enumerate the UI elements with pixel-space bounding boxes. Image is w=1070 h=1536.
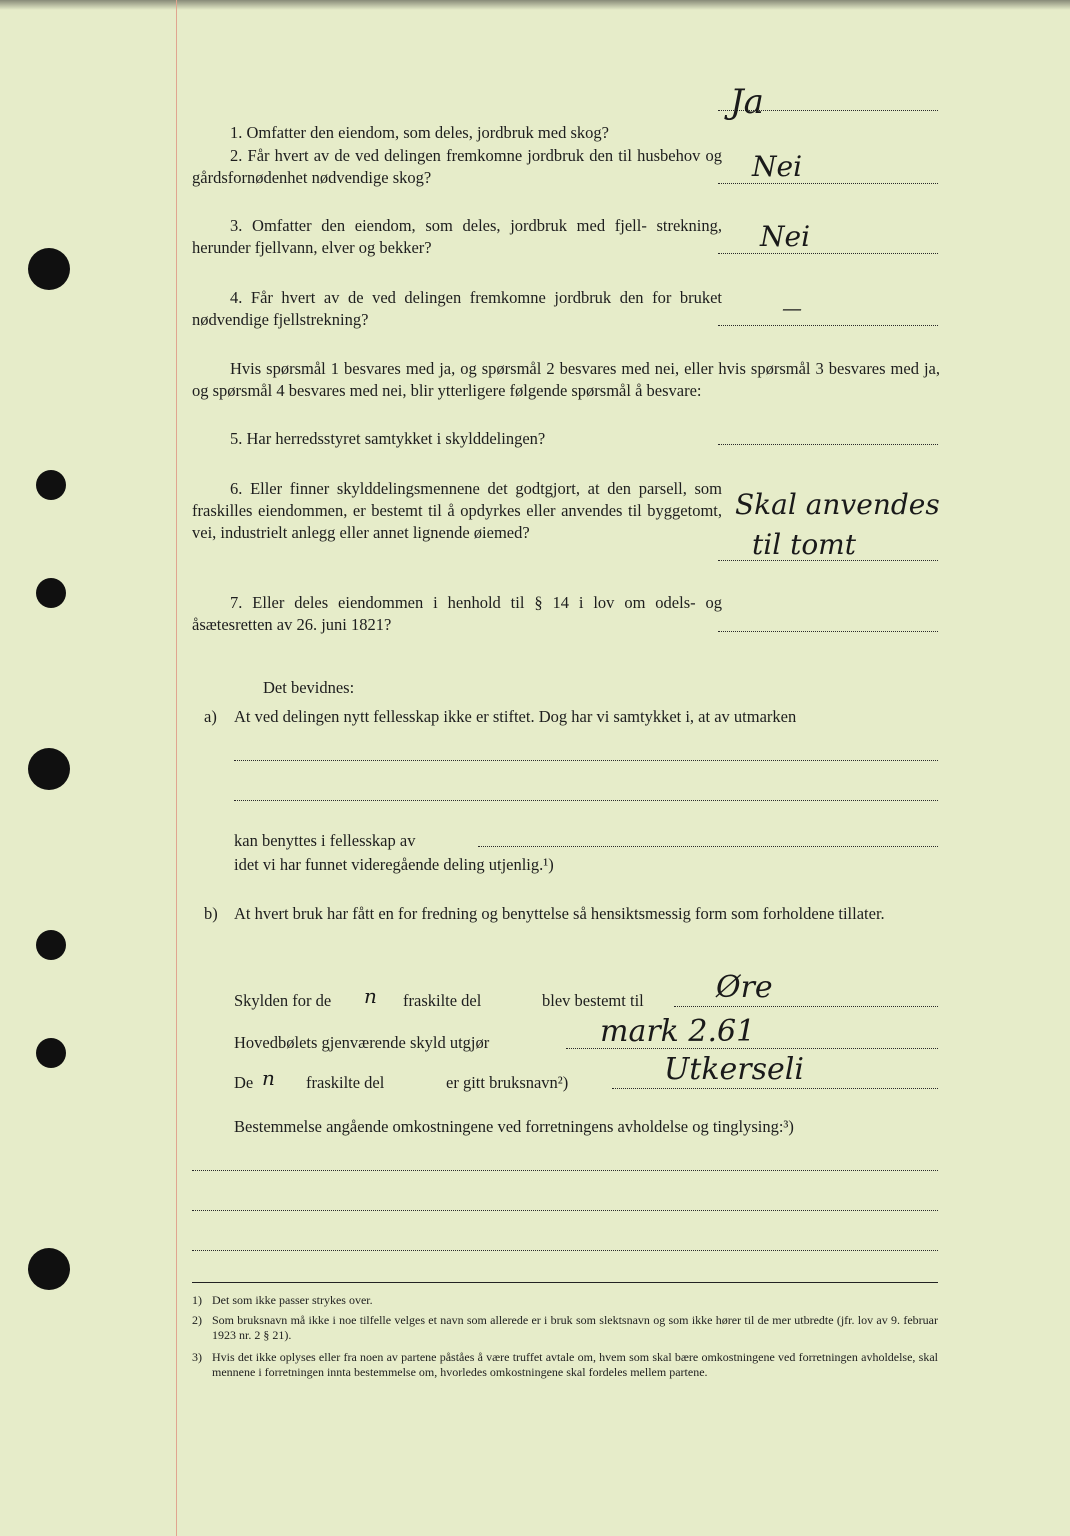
question-text: Eller finner skylddelingsmennene det godtgjort, at den parsell, som fraskilles eiendommen, er bestemt til å opdyrkes eller anvendes til byggetomt, vei, industrielt anlegg eller annet lignende øiemed? (192, 479, 723, 542)
question-number: 2. (230, 146, 243, 165)
punch-hole (36, 470, 66, 500)
footnote-number: 2) (192, 1313, 202, 1327)
question-number: 4. (230, 288, 243, 307)
punch-hole (36, 578, 66, 608)
fill-line[interactable] (192, 1210, 938, 1211)
question-text: Har herredsstyret samtykket i skylddelingen? (246, 429, 546, 448)
skyld-line2-label: Hovedbølets gjenværende skyld utgjør (234, 1033, 490, 1052)
answer-4-handwritten: — (782, 296, 802, 320)
question-3 (192, 215, 722, 259)
question-number: 1. (230, 123, 243, 142)
footnote-text: Det som ikke passer strykes over. (212, 1293, 373, 1307)
question-text: Omfatter den eiendom, som deles, jordbruk med skog? (246, 123, 609, 142)
punch-hole (28, 748, 70, 790)
bevidnes-heading: Det bevidnes: (263, 678, 355, 697)
item-a-label: a) (204, 707, 217, 726)
answer-line-3[interactable] (718, 253, 938, 254)
footnote-1 (192, 1293, 938, 1308)
answer-line-2[interactable] (718, 183, 938, 184)
footnote-separator (192, 1282, 938, 1283)
answer-2-handwritten: Nei (752, 150, 803, 183)
item-a-line3: kan benyttes i fellesskap av (234, 831, 416, 850)
answer-line-6[interactable] (718, 560, 938, 561)
punch-hole (28, 1248, 70, 1290)
answer-6-handwritten-line1: Skal anvendes (735, 488, 940, 521)
question-number: 5. (230, 429, 243, 448)
skyld-line1-pre: Skylden for de (234, 991, 332, 1010)
skyld-line2-answer: mark 2.61 (600, 1014, 756, 1049)
conditional-instruction: Hvis spørsmål 1 besvares med ja, og spørsmål 2 besvares med nei, eller hvis spørsmål 3 besvares med ja, og spørsmål 4 besvares med nei, blir ytterligere følgende spørsmål å besvare: (192, 359, 940, 400)
answer-6-handwritten-line2: til tomt (752, 528, 856, 561)
question-number: 3. (230, 216, 243, 235)
question-text: Omfatter den eiendom, som deles, jordbruk med fjell- strekning, herunder fjellvann, elver og bekker? (192, 216, 723, 257)
footnote-text: Hvis det ikke oplyses eller fra noen av partene påståes å være truffet avtale om, hvem som skal bære omkostningene ved forretningen avholdelse, skal mennene i forretningen innta bestemmelse om, hvorledes omkostningene skal fordeles mellem partene. (212, 1350, 938, 1379)
fill-line[interactable] (234, 800, 938, 801)
question-5 (192, 428, 722, 450)
question-text: Eller deles eiendommen i henhold til § 14 i lov om odels- og åsætesretten av 26. juni 1821? (192, 593, 723, 634)
skyld-line1-fill[interactable] (674, 1006, 938, 1007)
question-7 (192, 592, 722, 636)
item-a-text: At ved delingen nytt fellesskap ikke er stiftet. Dog har vi samtykket i, at av utmarken (234, 707, 797, 726)
answer-line-4[interactable] (718, 325, 938, 326)
question-1 (192, 122, 722, 144)
footnote-text: Som bruksnavn må ikke i noe tilfelle velges et navn som allerede er i bruk som slektsnavn og som ikke hører til de mer utbredte (jfr. lov av 9. februar 1923 nr. 2 § 21). (212, 1313, 938, 1342)
footnote-2 (192, 1313, 938, 1343)
skyld-line1-mid: fraskilte del (403, 991, 482, 1010)
skyld-line3-handwritten-n: n (262, 1066, 275, 1090)
footnote-number: 1) (192, 1293, 202, 1307)
margin-rule (176, 0, 177, 1536)
scan-top-edge (0, 0, 1070, 10)
question-4 (192, 287, 722, 331)
footnote-number: 3) (192, 1350, 202, 1364)
costs-heading: Bestemmelse angående omkostningene ved forretningens avholdelse og tinglysing:³) (234, 1117, 794, 1136)
answer-1-handwritten: Ja (730, 82, 764, 122)
question-text: Får hvert av de ved delingen fremkomne jordbruk den for bruket nødvendige fjellstrekning? (192, 288, 722, 329)
punch-hole (36, 1038, 66, 1068)
answer-line-5[interactable] (718, 444, 938, 445)
punch-hole (28, 248, 70, 290)
item-b-label: b) (204, 904, 218, 923)
item-b-text: At hvert bruk har fått en for fredning og benyttelse så hensiktsmessig form som forholdene tillater. (234, 904, 885, 923)
fill-line[interactable] (192, 1250, 938, 1251)
item-a-line4: idet vi har funnet videregående deling utjenlig.¹) (234, 855, 554, 874)
skyld-line1-answer: Øre (716, 970, 773, 1005)
question-number: 7. (230, 593, 243, 612)
skyld-line3-fill[interactable] (612, 1088, 938, 1089)
punch-hole (36, 930, 66, 960)
question-number: 6. (230, 479, 243, 498)
fill-line[interactable] (234, 760, 938, 761)
question-2 (192, 145, 722, 189)
answer-line-7[interactable] (718, 631, 938, 632)
skyld-line1-handwritten-n: n (364, 984, 377, 1008)
skyld-line3-post: er gitt bruksnavn²) (446, 1073, 569, 1092)
fill-line[interactable] (192, 1170, 938, 1171)
skyld-line3-mid: fraskilte del (306, 1073, 385, 1092)
skyld-line1-post: blev bestemt til (542, 991, 644, 1010)
footnote-3 (192, 1350, 938, 1380)
fill-line[interactable] (478, 846, 938, 847)
question-6 (192, 478, 722, 544)
question-text: Får hvert av de ved delingen fremkomne jordbruk den til husbehov og gårdsfornødenhet nødvendige skog? (192, 146, 723, 187)
skyld-line3-pre: De (234, 1073, 254, 1092)
skyld-line3-answer: Utkerseli (664, 1052, 804, 1087)
answer-3-handwritten: Nei (760, 220, 811, 253)
